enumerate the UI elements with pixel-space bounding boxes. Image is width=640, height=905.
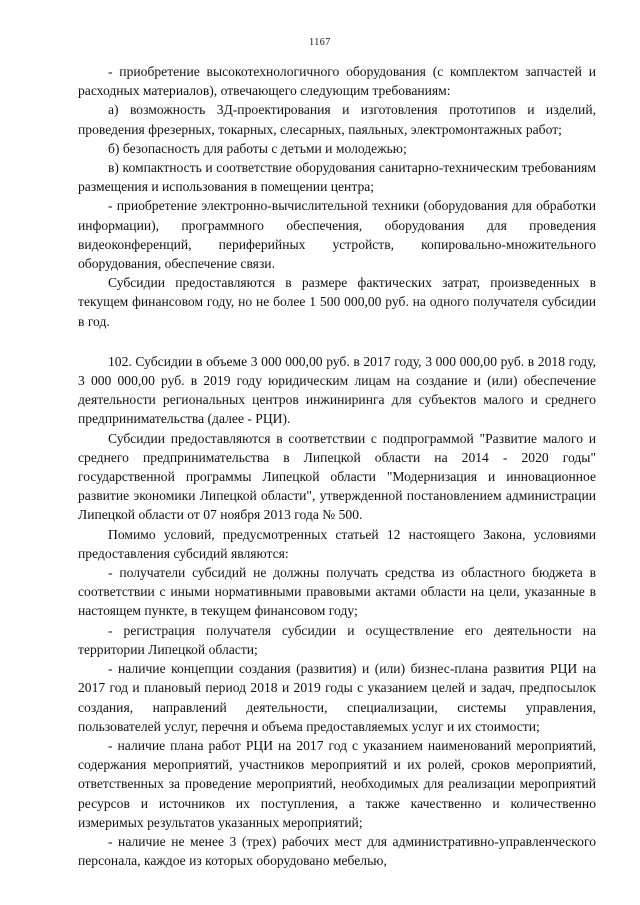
paragraph: Субсидии предоставляются в соответствии с подпрограммой "Развитие малого и среднего предпринимательства в Липецкой области на 2014 - 2020 годы" государственной программы Липецкой области "Модернизация и инновационное развитие экономики Липецкой области", утвержденной постановлением администрации Липецкой области от 07 ноября 2013 года № 500.	[78, 430, 596, 523]
paragraph: - регистрация получателя субсидии и осуществление его деятельности на территории Липецкой области;	[78, 622, 596, 657]
paragraph: Помимо условий, предусмотренных статьей 12 настоящего Закона, условиями предоставления субсидий являются:	[78, 526, 596, 561]
paragraph: б) безопасность для работы с детьми и молодежью;	[108, 140, 407, 156]
page-number: 1167	[309, 37, 331, 48]
paragraph: - наличие концепции создания (развития) и (или) бизнес-плана развития РЦИ на 2017 год и плановый период 2018 и 2019 годы с указанием целей и задач, предпосылок создания, направлений деятельности, специализации, системы управления, пользователей услуг, перечня и объема предоставляемых услуг и их стоимости;	[78, 661, 596, 734]
paragraph: - приобретение электронно-вычислительной техники (оборудования для обработки информации), программного обеспечения, оборудования для проведения видеоконференций, периферийных устройств, копировально-множительного оборудования, обеспечение связи.	[78, 198, 596, 272]
paragraph: в) компактность и соответствие оборудования санитарно-техническим требованиям размещения и использования в помещении центра;	[78, 160, 596, 195]
paragraph: - наличие не менее 3 (трех) рабочих мест для административно-управленческого персонала, каждое из которых оборудовано мебелью,	[78, 833, 596, 869]
paragraph: Субсидии предоставляются в размере фактических затрат, произведенных в текущем финансовом году, но не более 1 500 000,00 руб. на одного получателя субсидии в год.	[78, 275, 596, 329]
paragraph: - получатели субсидий не должны получать средства из областного бюджета в соответствии с иными нормативными правовыми актами области на цели, указанные в настоящем пункте, в текущем финансовом году;	[78, 565, 596, 619]
paragraph: - наличие плана работ РЦИ на 2017 год с указанием наименований мероприятий, содержания мероприятий, участников мероприятий и их ролей, сроков мероприятий, ответственных за проведение мероприятий, необходимых для реализации мероприятий ресурсов и источников их поступления, а также качественно и количественно измеримых результатов указанных мероприятий;	[78, 737, 596, 830]
paragraph: 102. Субсидии в объеме 3 000 000,00 руб. в 2017 году, 3 000 000,00 руб. в 2018 году, 3 000 000,00 руб. в 2019 году юридическим лицам на создание и (или) обеспечение деятельности региональных центров инжиниринга для субъектов малого и среднего предпринимательства (далее - РЦИ).	[78, 353, 596, 427]
paragraph: - приобретение высокотехнологичного оборудования (с комплектом запчастей и расходных материалов), отвечающего следующим требованиям:	[78, 64, 596, 99]
paragraph: а) возможность 3Д-проектирования и изготовления прототипов и изделий, проведения фрезерных, токарных, слесарных, паяльных, электромонтажных работ;	[78, 102, 596, 137]
document-body	[78, 62, 596, 870]
